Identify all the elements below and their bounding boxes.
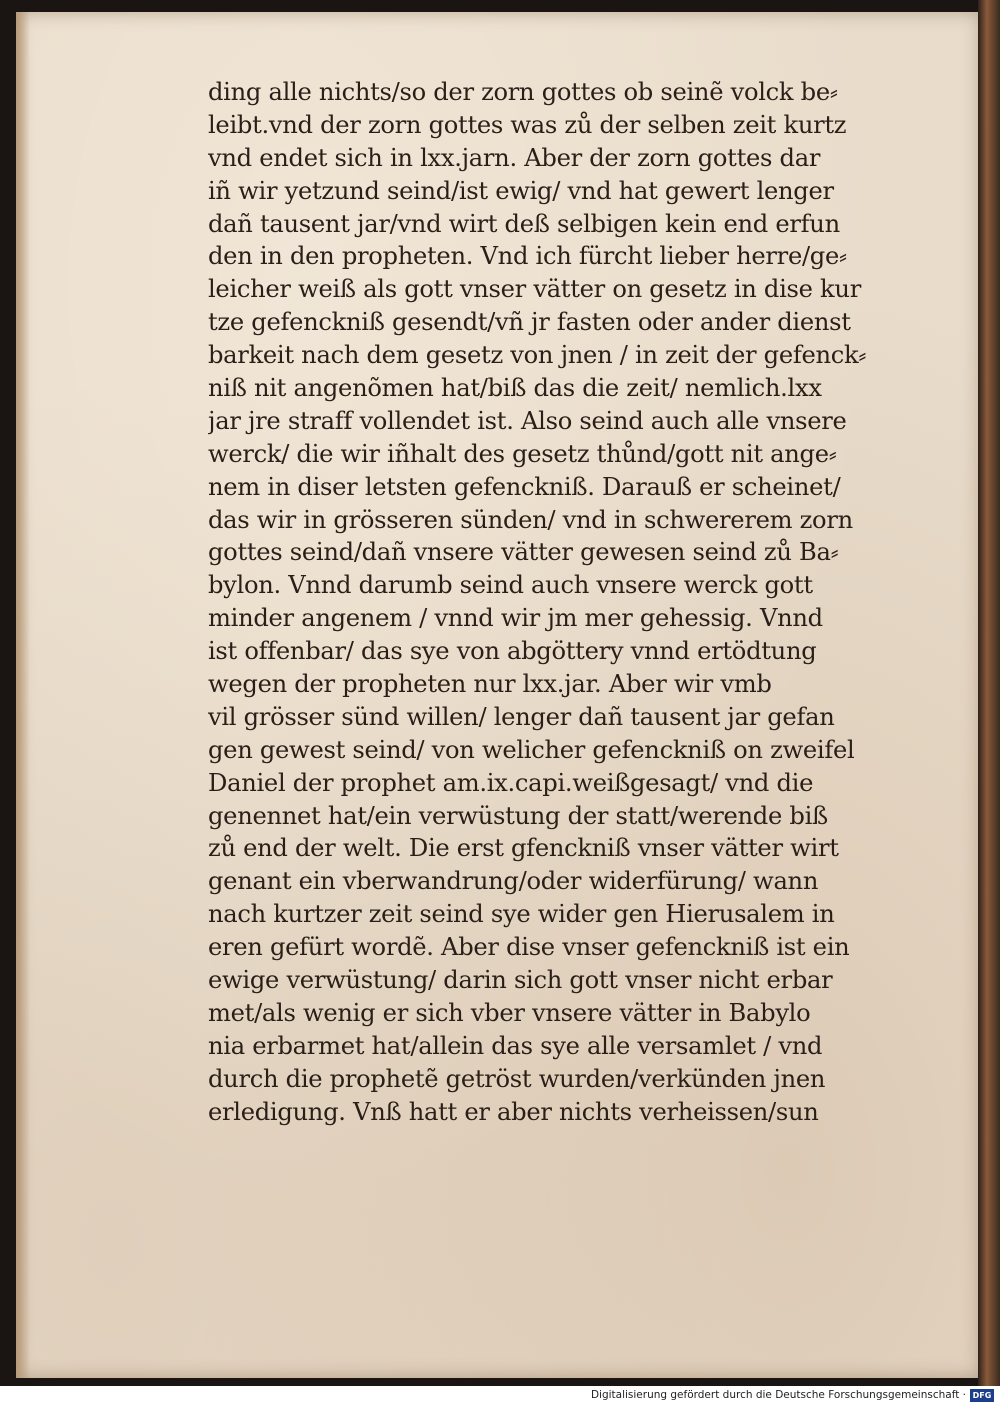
text-line: gottes seind/dañ vnsere vätter gewesen seind zů Ba⸗ [208,538,839,567]
text-line: ewige verwüstung/ darin sich gott vnser nicht erbar [208,966,833,995]
page-gutter-shadow [16,12,30,1378]
text-line: nem in diser letsten gefenckniß. Darauß er scheinet/ [208,472,841,501]
text-line: genennet hat/ein verwüstung der statt/werende biß [208,801,828,830]
text-line: erledigung. Vnß hatt er aber nichts verheissen/sun [208,1097,819,1126]
text-line: niß nit angenõmen hat/biß das die zeit/ nemlich.lxx [208,374,822,403]
page-text-block [208,76,888,1129]
text-line: zů end der welt. Die erst gfenckniß vnser vätter wirt [208,834,839,863]
text-line: das wir in grösseren sünden/ vnd in schwererem zorn [208,505,853,534]
text-line: bylon. Vnnd darumb seind auch vnsere werck gott [208,571,813,600]
text-line: werck/ die wir iñhalt des gesetz thůnd/gott nit ange⸗ [208,439,837,468]
text-line: gen gewest seind/ von welicher gefenckniß on zweifel [208,735,855,764]
text-line: met/als wenig er sich vber vnsere vätter in Babylo [208,998,811,1027]
text-line: dañ tausent jar/vnd wirt deß selbigen kein end erfun [208,209,840,238]
text-line: vnd endet sich in lxx.jarn. Aber der zorn gottes dar [208,143,821,172]
text-line: eren gefürt wordẽ. Aber dise vnser gefenckniß ist ein [208,933,850,962]
funding-credit: Digitalisierung gefördert durch die Deutsche Forschungsgemeinschaft · [590,1389,966,1401]
text-line: durch die prophetẽ getröst wurden/verkünden jnen [208,1064,826,1093]
text-line: leicher weiß als gott vnser vätter on gesetz in dise kur [208,275,861,304]
footer-bar [0,1386,1000,1406]
text-line: ding alle nichts/so der zorn gottes ob seinẽ volck be⸗ [208,78,838,106]
text-line: genant ein vberwandrung/oder widerfürung/ wann [208,867,819,896]
text-line: minder angenem / vnnd wir jm mer gehessig. Vnnd [208,604,823,633]
text-line: leibt.vnd der zorn gottes was zů der selben zeit kurtz [208,110,847,139]
text-line: vil grösser sünd willen/ lenger dañ tausent jar gefan [208,702,835,731]
text-line: jar jre straff vollendet ist. Also seind auch alle vnsere [208,406,847,435]
text-line: nach kurtzer zeit seind sye wider gen Hierusalem in [208,900,835,929]
text-line: tze gefenckniß gesendt/vñ jr fasten oder ander dienst [208,308,851,337]
page-scan [16,12,980,1378]
text-line: iñ wir yetzund seind/ist ewig/ vnd hat gewert lenger [208,176,834,205]
text-line: wegen der propheten nur lxx.jar. Aber wir vmb [208,670,772,699]
dfg-logo-icon[interactable]: DFG [970,1389,994,1402]
text-line: Daniel der prophet am.ix.capi.weißgesagt/ vnd die [208,768,814,797]
text-line: ist offenbar/ das sye von abgöttery vnnd ertödtung [208,637,817,666]
text-line: den in den propheten. Vnd ich fürcht lieber herre/ge⸗ [208,242,847,271]
binding-edge [978,0,1000,1386]
text-line: barkeit nach dem gesetz von jnen / in zeit der gefenck⸗ [208,341,867,370]
text-line: nia erbarmet hat/allein das sye alle versamlet / vnd [208,1031,823,1060]
